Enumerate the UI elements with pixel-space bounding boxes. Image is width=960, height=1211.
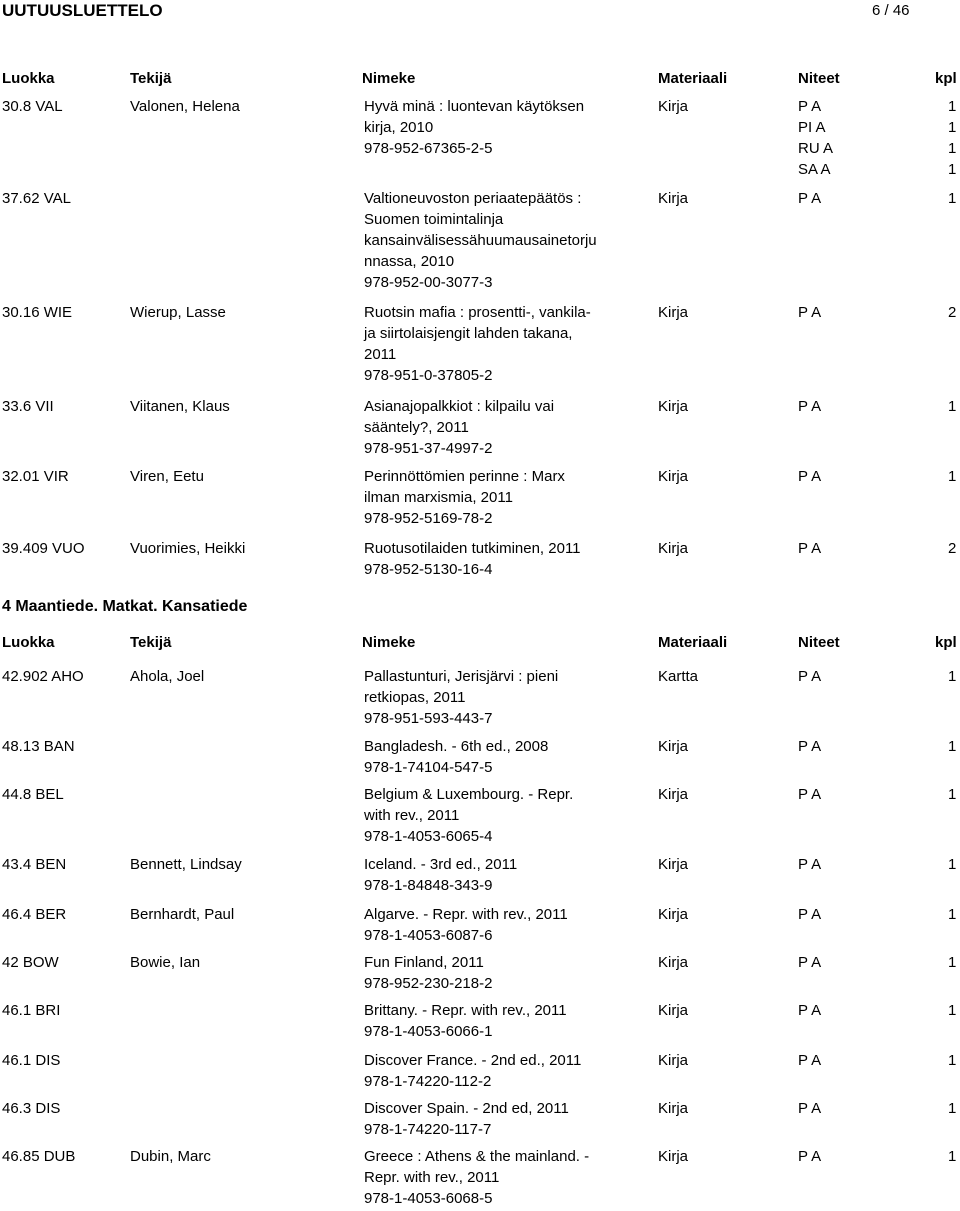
row-kpl: 2 — [948, 540, 957, 557]
col-luokka: Luokka — [2, 70, 55, 87]
row-materiaali: Kirja — [658, 1002, 689, 1019]
row-tekija: Vuorimies, Heikki — [130, 540, 246, 557]
row-kpl: 1 — [948, 954, 957, 971]
row-niteet: P A — [798, 190, 822, 207]
row-nimeke: Discover France. - 2nd ed., 2011 978-1-74220-112-2 — [364, 1052, 582, 1090]
row-nimeke: Ruotusotilaiden tutkiminen, 2011 978-952-5130-16-4 — [364, 540, 581, 578]
row-nimeke: Pallastunturi, Jerisjärvi : pieni retkiopas, 2011 978-951-593-443-7 — [364, 668, 559, 727]
row-materiaali: Kirja — [658, 954, 689, 971]
row-niteet: P A — [798, 1148, 822, 1165]
row-niteet: P A — [798, 738, 822, 755]
row-niteet: P A PI A RU A SA A — [798, 98, 834, 178]
row-kpl: 1 — [948, 906, 957, 923]
row-luokka: 33.6 VII — [2, 398, 54, 415]
row-kpl: 1 — [948, 668, 957, 685]
row-niteet: P A — [798, 786, 822, 803]
row-luokka: 42 BOW — [2, 954, 59, 971]
row-niteet: P A — [798, 398, 822, 415]
row-luokka: 30.16 WIE — [2, 304, 73, 321]
row-luokka: 46.85 DUB — [2, 1148, 76, 1165]
row-materiaali: Kirja — [658, 468, 689, 485]
row-niteet: P A — [798, 954, 822, 971]
row-nimeke: Hyvä minä : luontevan käytöksen kirja, 2010 978-952-67365-2-5 — [364, 98, 585, 157]
row-luokka: 42.902 AHO — [2, 668, 84, 685]
row-nimeke: Ruotsin mafia : prosentti-, vankila- ja siirtolaisjengit lahden takana, 2011 978-951-0-37805-2 — [364, 304, 591, 384]
row-luokka: 48.13 BAN — [2, 738, 75, 755]
row-kpl: 1 — [948, 738, 957, 755]
row-materiaali: Kirja — [658, 190, 689, 207]
row-luokka: 46.1 BRI — [2, 1002, 61, 1019]
row-materiaali: Kartta — [658, 668, 699, 685]
row-kpl: 1 — [948, 1002, 957, 1019]
row-nimeke: Brittany. - Repr. with rev., 2011 978-1-4053-6066-1 — [364, 1002, 567, 1040]
row-nimeke: Belgium & Luxembourg. - Repr. with rev., 2011 978-1-4053-6065-4 — [364, 786, 574, 845]
row-tekija: Ahola, Joel — [130, 668, 205, 685]
row-nimeke: Iceland. - 3rd ed., 2011 978-1-84848-343-9 — [364, 856, 518, 894]
row-kpl: 1 — [948, 190, 957, 207]
row-kpl: 1 — [948, 398, 957, 415]
row-tekija: Dubin, Marc — [130, 1148, 211, 1165]
row-kpl: 1 — [948, 468, 957, 485]
row-tekija: Bennett, Lindsay — [130, 856, 242, 873]
row-luokka: 43.4 BEN — [2, 856, 67, 873]
row-tekija: Bowie, Ian — [130, 954, 201, 971]
col-nimeke: Nimeke — [362, 70, 416, 87]
row-nimeke: Greece : Athens & the mainland. - Repr. with rev., 2011 978-1-4053-6068-5 — [364, 1148, 590, 1207]
row-kpl: 1 — [948, 1148, 957, 1165]
row-tekija: Viitanen, Klaus — [130, 398, 230, 415]
row-materiaali: Kirja — [658, 856, 689, 873]
row-tekija: Bernhardt, Paul — [130, 906, 235, 923]
row-kpl: 1 — [948, 856, 957, 873]
row-nimeke: Bangladesh. - 6th ed., 2008 978-1-74104-547-5 — [364, 738, 549, 776]
row-luokka: 37.62 VAL — [2, 190, 71, 207]
row-nimeke: Fun Finland, 2011 978-952-230-218-2 — [364, 954, 493, 992]
row-luokka: 44.8 BEL — [2, 786, 64, 803]
row-tekija: Viren, Eetu — [130, 468, 204, 485]
row-nimeke: Asianajopalkkiot : kilpailu vai sääntely?, 2011 978-951-37-4997-2 — [364, 398, 555, 457]
row-kpl: 1 1 1 1 — [948, 98, 957, 178]
row-niteet: P A — [798, 668, 822, 685]
col-tekija: Tekijä — [130, 70, 172, 87]
row-luokka: 32.01 VIR — [2, 468, 69, 485]
row-luokka: 46.4 BER — [2, 906, 67, 923]
row-luokka: 30.8 VAL — [2, 98, 63, 115]
row-materiaali: Kirja — [658, 1148, 689, 1165]
row-luokka: 39.409 VUO — [2, 540, 85, 557]
row-materiaali: Kirja — [658, 906, 689, 923]
col-materiaali: Materiaali — [658, 70, 728, 87]
row-materiaali: Kirja — [658, 1052, 689, 1069]
col-niteet: Niteet — [798, 634, 840, 651]
row-materiaali: Kirja — [658, 738, 689, 755]
row-materiaali: Kirja — [658, 786, 689, 803]
row-nimeke: Algarve. - Repr. with rev., 2011 978-1-4053-6087-6 — [364, 906, 568, 944]
row-materiaali: Kirja — [658, 540, 689, 557]
row-niteet: P A — [798, 1100, 822, 1117]
col-niteet: Niteet — [798, 70, 840, 87]
page-title: UUTUUSLUETTELO — [2, 1, 163, 20]
row-kpl: 1 — [948, 786, 957, 803]
row-nimeke: Discover Spain. - 2nd ed, 2011 978-1-74220-117-7 — [364, 1100, 569, 1138]
row-niteet: P A — [798, 1002, 822, 1019]
row-tekija: Wierup, Lasse — [130, 304, 226, 321]
row-luokka: 46.3 DIS — [2, 1100, 61, 1117]
col-materiaali: Materiaali — [658, 634, 728, 651]
row-materiaali: Kirja — [658, 1100, 689, 1117]
row-niteet: P A — [798, 468, 822, 485]
row-niteet: P A — [798, 304, 822, 321]
col-kpl: kpl — [935, 634, 957, 651]
col-nimeke: Nimeke — [362, 634, 416, 651]
page-number: 6 / 46 — [872, 2, 910, 19]
row-niteet: P A — [798, 906, 822, 923]
row-tekija: Valonen, Helena — [130, 98, 240, 115]
row-materiaali: Kirja — [658, 98, 689, 115]
row-kpl: 2 — [948, 304, 957, 321]
row-materiaali: Kirja — [658, 398, 689, 415]
row-niteet: P A — [798, 540, 822, 557]
row-kpl: 1 — [948, 1100, 957, 1117]
row-kpl: 1 — [948, 1052, 957, 1069]
row-materiaali: Kirja — [658, 304, 689, 321]
row-niteet: P A — [798, 856, 822, 873]
col-tekija: Tekijä — [130, 634, 172, 651]
row-nimeke: Valtioneuvoston periaatepäätös : Suomen toimintalinja kansainvälisessähuumausainetorju nnassa, 2010 978-952-00-3077-3 — [364, 190, 597, 291]
row-luokka: 46.1 DIS — [2, 1052, 61, 1069]
row-niteet: P A — [798, 1052, 822, 1069]
col-kpl: kpl — [935, 70, 957, 87]
section-heading: 4 Maantiede. Matkat. Kansatiede — [2, 598, 248, 615]
col-luokka: Luokka — [2, 634, 55, 651]
row-nimeke: Perinnöttömien perinne : Marx ilman marxismia, 2011 978-952-5169-78-2 — [364, 468, 565, 527]
